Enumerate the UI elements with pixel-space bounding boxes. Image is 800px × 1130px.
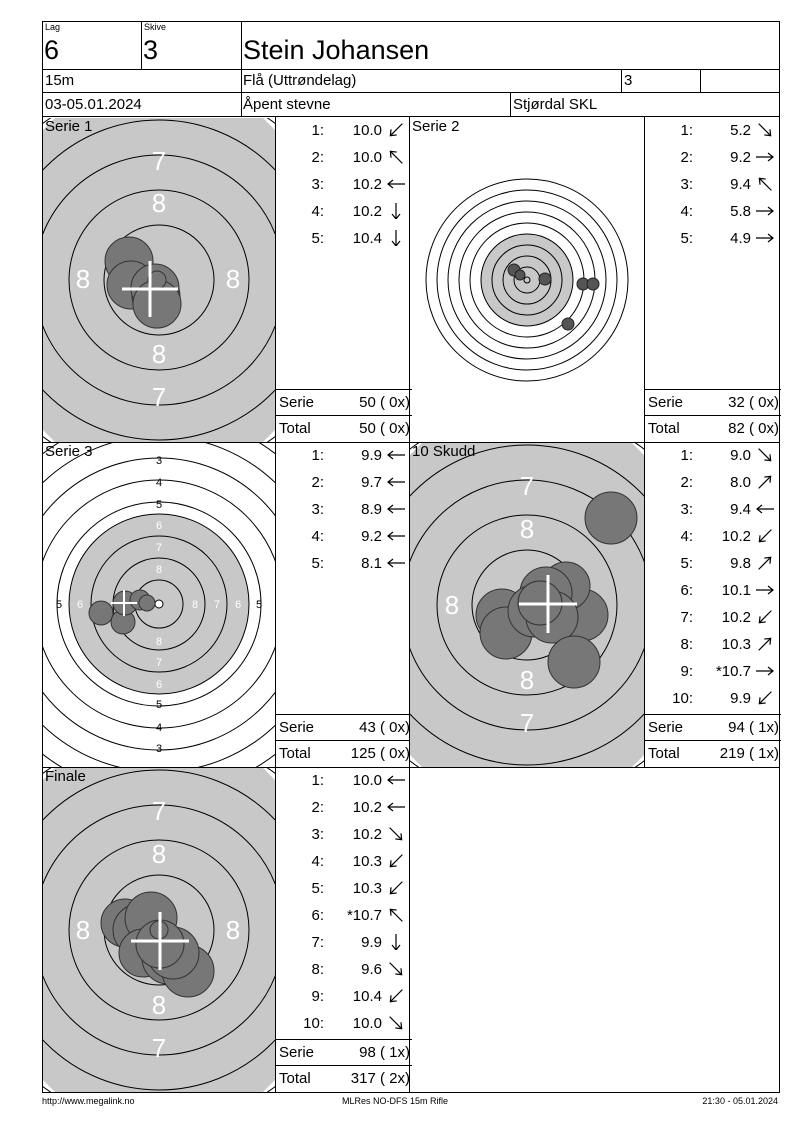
shot-row	[645, 172, 781, 199]
shot-number: 7:	[311, 934, 324, 951]
ring-label: 8	[191, 599, 199, 611]
total-label: Total	[648, 745, 680, 762]
shot-number: 9:	[311, 988, 324, 1005]
event: Åpent stevne	[243, 96, 331, 113]
direction-arrow-icon	[386, 555, 406, 571]
direction-arrow-icon	[386, 907, 406, 923]
direction-arrow-icon	[755, 176, 775, 192]
shot-score: 8.1	[361, 555, 382, 572]
direction-arrow-icon	[755, 528, 775, 544]
shot-row	[645, 632, 781, 659]
shot-row	[276, 1011, 412, 1038]
ring-label: 6	[155, 679, 163, 691]
shot-number: 3:	[311, 826, 324, 843]
shot-row	[276, 768, 412, 795]
ring-label: 7	[151, 1033, 167, 1063]
direction-arrow-icon	[755, 663, 775, 679]
shot-row	[276, 849, 412, 876]
ring-label: 7	[155, 657, 163, 669]
header-row-2	[42, 69, 780, 93]
ring-label: 5	[55, 599, 63, 611]
direction-arrow-icon	[755, 122, 775, 138]
direction-arrow-icon	[386, 880, 406, 896]
shot-score: 9.9	[730, 690, 751, 707]
shot-number: 10:	[672, 690, 693, 707]
shot-number: 7:	[680, 609, 693, 626]
series-1-list	[276, 118, 409, 442]
shot-row	[276, 145, 412, 172]
shot-number: 2:	[311, 799, 324, 816]
shot-row	[645, 145, 781, 172]
ring-label: 7	[519, 708, 535, 738]
shot-number: 2:	[680, 474, 693, 491]
shot-number: 4:	[680, 528, 693, 545]
shot-score: 9.2	[361, 528, 382, 545]
finale-list	[276, 768, 409, 1093]
direction-arrow-icon	[755, 609, 775, 625]
shot-score: *10.7	[715, 663, 751, 680]
serie-score: 98 ( 1x)	[359, 1044, 410, 1061]
shot-number: 1:	[311, 772, 324, 789]
organizer: Stjørdal SKL	[513, 96, 598, 113]
direction-arrow-icon	[755, 501, 775, 517]
direction-arrow-icon	[755, 690, 775, 706]
shot-number: 1:	[311, 447, 324, 464]
serie-label: Serie	[648, 719, 684, 736]
shot-number: 1:	[680, 122, 693, 139]
shot-score: 10.2	[352, 203, 382, 220]
shot-row	[645, 443, 781, 470]
shot-score: 9.0	[730, 447, 751, 464]
direction-arrow-icon	[386, 826, 406, 842]
total-label: Total	[648, 420, 680, 437]
ring-label: 8	[75, 264, 91, 294]
shot-score: 8.0	[730, 474, 751, 491]
shot-number: 3:	[311, 501, 324, 518]
ring-label: 6	[155, 520, 163, 532]
ring-label: 8	[151, 839, 167, 869]
ring-label: 7	[519, 471, 535, 501]
direction-arrow-icon	[386, 447, 406, 463]
direction-arrow-icon	[755, 636, 775, 652]
direction-arrow-icon	[755, 447, 775, 463]
series-3-target	[43, 443, 275, 767]
shot-score: 10.2	[721, 528, 751, 545]
shot-score: 10.1	[721, 582, 751, 599]
total-label: Total	[279, 1070, 311, 1087]
shot-score: 9.4	[730, 176, 751, 193]
direction-arrow-icon	[386, 501, 406, 517]
shot-score: 10.0	[352, 1015, 382, 1032]
total-score: 219 ( 1x)	[719, 745, 779, 762]
shot-row	[276, 930, 412, 957]
ring-label: 8	[155, 636, 163, 648]
shot-number: 4:	[680, 203, 693, 220]
shot-score: 10.2	[352, 799, 382, 816]
lag-label: Lag	[45, 22, 61, 32]
shot-number: 5:	[311, 555, 324, 572]
shot-number: 3:	[680, 176, 693, 193]
direction-arrow-icon	[755, 149, 775, 165]
shot-number: 5:	[311, 230, 324, 247]
ten-shots-list	[645, 443, 780, 767]
shot-row	[276, 226, 412, 253]
shot-number: 8:	[680, 636, 693, 653]
direction-arrow-icon	[386, 230, 406, 246]
date: 03-05.01.2024	[45, 96, 142, 113]
shot-score: 10.4	[352, 230, 382, 247]
direction-arrow-icon	[386, 176, 406, 192]
shot-score: 9.8	[730, 555, 751, 572]
shot-score: 10.0	[352, 772, 382, 789]
shot-score: 5.2	[730, 122, 751, 139]
ring-label: 8	[225, 915, 241, 945]
shot-number: 6:	[680, 582, 693, 599]
ring-label: 4	[155, 722, 163, 734]
ring-label: 8	[151, 339, 167, 369]
ring-label: 7	[213, 599, 221, 611]
shot-score: 8.9	[361, 501, 382, 518]
direction-arrow-icon	[755, 582, 775, 598]
shot-row	[276, 876, 412, 903]
shot-score: 9.9	[361, 447, 382, 464]
shot-number: 2:	[311, 149, 324, 166]
shot-score: 10.2	[721, 609, 751, 626]
class: 3	[624, 72, 633, 89]
serie-label: Serie	[279, 719, 315, 736]
shot-row	[276, 524, 412, 551]
series-2-title: Serie 2	[412, 118, 460, 135]
shot-row	[645, 497, 781, 524]
shot-score: 9.2	[730, 149, 751, 166]
shot-score: 5.8	[730, 203, 751, 220]
club: Flå (Uttrøndelag)	[243, 72, 357, 89]
shot-number: 1:	[680, 447, 693, 464]
shot-row	[276, 903, 412, 930]
ring-label: 8	[519, 665, 535, 695]
shot-number: 5:	[311, 880, 324, 897]
shot-row	[276, 497, 412, 524]
shot-score: 9.6	[361, 961, 382, 978]
shot-number: 1:	[311, 122, 324, 139]
shot-number: 9:	[680, 663, 693, 680]
shot-row	[645, 659, 781, 686]
shot-row	[276, 172, 412, 199]
ring-label: 6	[76, 599, 84, 611]
ring-label: 5	[255, 599, 263, 611]
shot-row	[645, 226, 781, 253]
lag-value: 6	[44, 35, 60, 65]
shot-row	[276, 470, 412, 497]
shot-score: 10.0	[352, 149, 382, 166]
shot-number: 4:	[311, 853, 324, 870]
shot-score: 10.0	[352, 122, 382, 139]
ring-label: 8	[225, 264, 241, 294]
shot-row	[645, 470, 781, 497]
skive-value: 3	[143, 35, 159, 65]
shot-row	[276, 822, 412, 849]
shot-row	[645, 686, 781, 713]
shot-number: 8:	[311, 961, 324, 978]
shot-score: 9.9	[361, 934, 382, 951]
shot-row	[645, 605, 781, 632]
direction-arrow-icon	[386, 772, 406, 788]
ring-label: 7	[151, 146, 167, 176]
total-label: Total	[279, 420, 311, 437]
shot-row	[276, 551, 412, 578]
ring-label: 8	[151, 188, 167, 218]
finale-title: Finale	[45, 768, 86, 785]
shot-number: 10:	[303, 1015, 324, 1032]
ring-label: 3	[155, 455, 163, 467]
divider	[510, 92, 511, 117]
total-score: 125 ( 0x)	[350, 745, 410, 762]
ring-label: 8	[75, 915, 91, 945]
ring-label: 7	[151, 382, 167, 412]
serie-label: Serie	[648, 394, 684, 411]
shot-score: 10.3	[721, 636, 751, 653]
divider	[700, 69, 701, 93]
ring-label: 5	[155, 499, 163, 511]
footer-program: MLRes NO-DFS 15m Rifle	[342, 1096, 449, 1106]
shot-number: 3:	[311, 176, 324, 193]
shot-score: 10.3	[352, 853, 382, 870]
ten-shots-title: 10 Skudd	[412, 443, 476, 460]
direction-arrow-icon	[386, 853, 406, 869]
serie-score: 50 ( 0x)	[359, 394, 410, 411]
total-score: 317 ( 2x)	[350, 1070, 410, 1087]
shot-number: 2:	[311, 474, 324, 491]
ring-label: 8	[444, 590, 460, 620]
direction-arrow-icon	[386, 122, 406, 138]
series-3-list	[276, 443, 409, 767]
direction-arrow-icon	[386, 961, 406, 977]
ring-label: 4	[155, 477, 163, 489]
ring-label: 8	[519, 514, 535, 544]
direction-arrow-icon	[386, 149, 406, 165]
serie-label: Serie	[279, 394, 315, 411]
shot-number: 3:	[680, 501, 693, 518]
direction-arrow-icon	[386, 203, 406, 219]
shot-score: 9.7	[361, 474, 382, 491]
footer-timestamp: 21:30 - 05.01.2024	[702, 1096, 778, 1106]
shot-number: 2:	[680, 149, 693, 166]
direction-arrow-icon	[386, 528, 406, 544]
ten-shots-target	[410, 443, 644, 767]
shot-score: 4.9	[730, 230, 751, 247]
shot-row	[276, 118, 412, 145]
serie-score: 94 ( 1x)	[728, 719, 779, 736]
distance: 15m	[45, 72, 75, 89]
shot-number: 5:	[680, 230, 693, 247]
ring-label: 5	[155, 699, 163, 711]
ring-label: 7	[155, 542, 163, 554]
shot-row	[276, 957, 412, 984]
series-2-list	[645, 118, 780, 442]
shot-score: *10.7	[346, 907, 382, 924]
shot-row	[276, 795, 412, 822]
shot-score: 10.3	[352, 880, 382, 897]
shot-row	[276, 199, 412, 226]
ring-label: 8	[151, 990, 167, 1020]
shot-row	[645, 578, 781, 605]
ring-label: 6	[234, 599, 242, 611]
serie-score: 43 ( 0x)	[359, 719, 410, 736]
direction-arrow-icon	[386, 474, 406, 490]
direction-arrow-icon	[755, 230, 775, 246]
shot-score: 10.4	[352, 988, 382, 1005]
finale-target	[43, 768, 275, 1092]
shot-row	[645, 551, 781, 578]
shot-score: 10.2	[352, 176, 382, 193]
direction-arrow-icon	[755, 474, 775, 490]
shot-row	[645, 118, 781, 145]
total-score: 50 ( 0x)	[359, 420, 410, 437]
shot-score: 10.2	[352, 826, 382, 843]
ring-label: 7	[151, 796, 167, 826]
series-3-title: Serie 3	[45, 443, 93, 460]
direction-arrow-icon	[755, 555, 775, 571]
direction-arrow-icon	[386, 988, 406, 1004]
skive-label: Skive	[144, 22, 167, 32]
series-1-title: Serie 1	[45, 118, 93, 135]
serie-score: 32 ( 0x)	[728, 394, 779, 411]
shot-score: 9.4	[730, 501, 751, 518]
divider	[621, 69, 622, 93]
shot-number: 4:	[311, 203, 324, 220]
shot-row	[276, 443, 412, 470]
total-label: Total	[279, 745, 311, 762]
shot-number: 4:	[311, 528, 324, 545]
total-score: 82 ( 0x)	[728, 420, 779, 437]
serie-label: Serie	[279, 1044, 315, 1061]
shot-row	[645, 199, 781, 226]
series-1-target	[43, 118, 275, 442]
series-2-target	[410, 118, 644, 442]
footer-url[interactable]: http://www.megalink.no	[42, 1096, 135, 1106]
header-row-3	[42, 92, 780, 117]
shot-number: 5:	[680, 555, 693, 572]
ring-label: 3	[155, 743, 163, 755]
shot-row	[276, 984, 412, 1011]
direction-arrow-icon	[755, 203, 775, 219]
shot-number: 6:	[311, 907, 324, 924]
direction-arrow-icon	[386, 1015, 406, 1031]
shooter-name: Stein Johansen	[243, 35, 430, 65]
shot-row	[645, 524, 781, 551]
direction-arrow-icon	[386, 799, 406, 815]
ring-label: 8	[155, 564, 163, 576]
direction-arrow-icon	[386, 934, 406, 950]
